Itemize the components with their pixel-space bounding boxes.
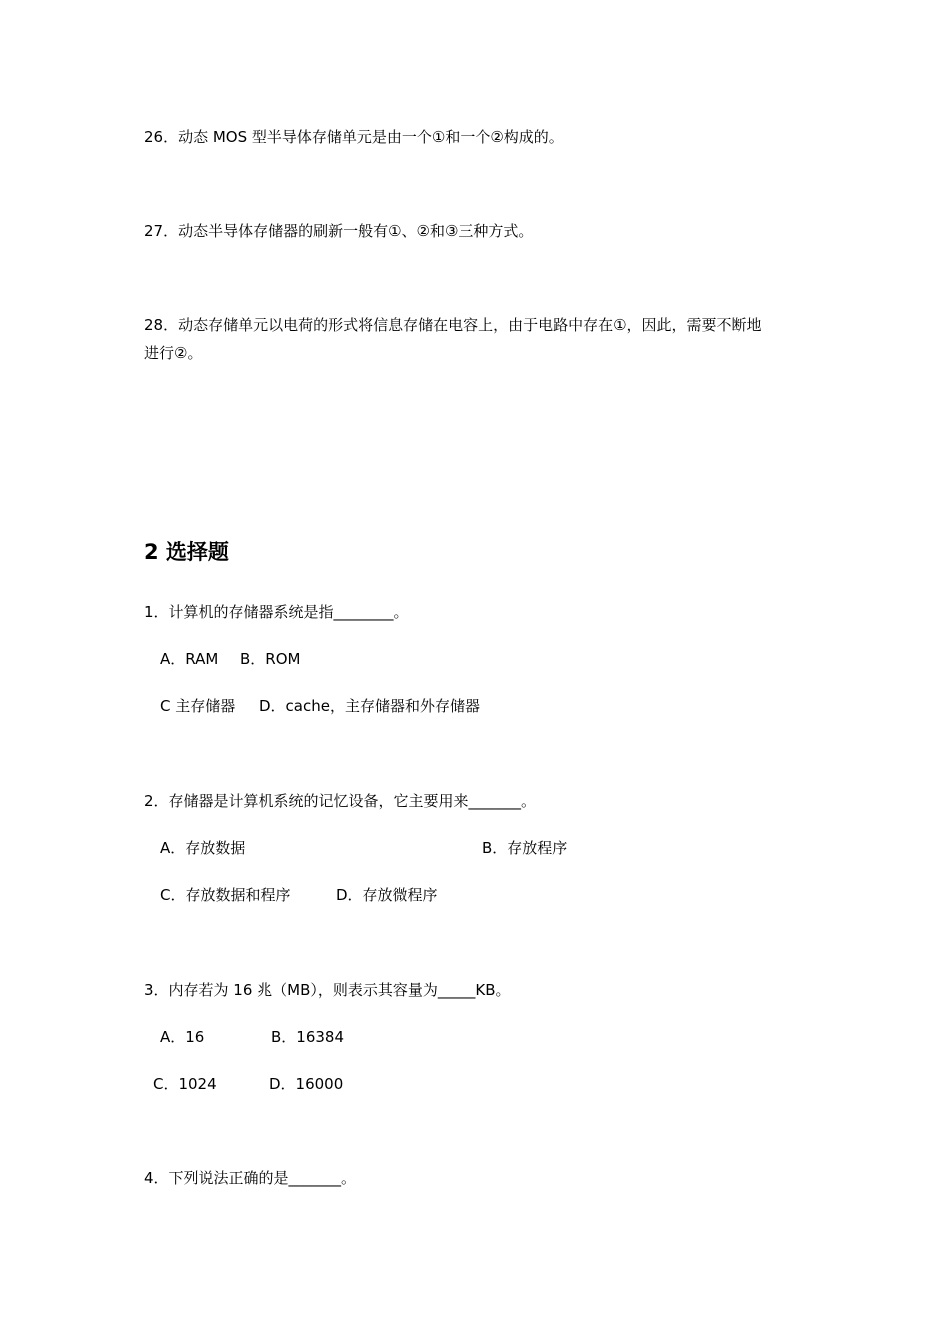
option-3-a: A．16 bbox=[160, 1028, 205, 1046]
choice-question-4: 4．下列说法正确的是_______。 bbox=[144, 1169, 357, 1187]
option-1-c: C 主存储器 bbox=[160, 697, 236, 715]
choice-question-1: 1．计算机的存储器系统是指________。 bbox=[144, 603, 409, 621]
option-2-d: D．存放微程序 bbox=[336, 886, 438, 904]
question-28-line-2: 进行②。 bbox=[144, 344, 203, 362]
choice-question-2: 2．存储器是计算机系统的记忆设备，它主要用来_______。 bbox=[144, 792, 537, 810]
option-2-a: A．存放数据 bbox=[160, 839, 246, 857]
question-26: 26．动态 MOS 型半导体存储单元是由一个①和一个②构成的。 bbox=[144, 128, 564, 146]
option-3-c: C．1024 bbox=[153, 1075, 217, 1093]
option-3-b: B．16384 bbox=[271, 1028, 345, 1046]
option-1-d: D．cache，主存储器和外存储器 bbox=[259, 697, 480, 715]
choice-question-3: 3．内存若为 16 兆（MB），则表示其容量为_____KB。 bbox=[144, 981, 511, 999]
option-1-a: A．RAM bbox=[160, 650, 219, 668]
question-28-line-1: 28．动态存储单元以电荷的形式将信息存储在电容上，由于电路中存在①，因此，需要不断地 bbox=[144, 316, 762, 334]
option-1-b: B．ROM bbox=[240, 650, 301, 668]
option-2-c: C．存放数据和程序 bbox=[160, 886, 291, 904]
section-heading: 2 选择题 bbox=[144, 540, 229, 564]
option-3-d: D．16000 bbox=[269, 1075, 344, 1093]
option-2-b: B．存放程序 bbox=[482, 839, 568, 857]
question-27: 27．动态半导体存储器的刷新一般有①、②和③三种方式。 bbox=[144, 222, 534, 240]
